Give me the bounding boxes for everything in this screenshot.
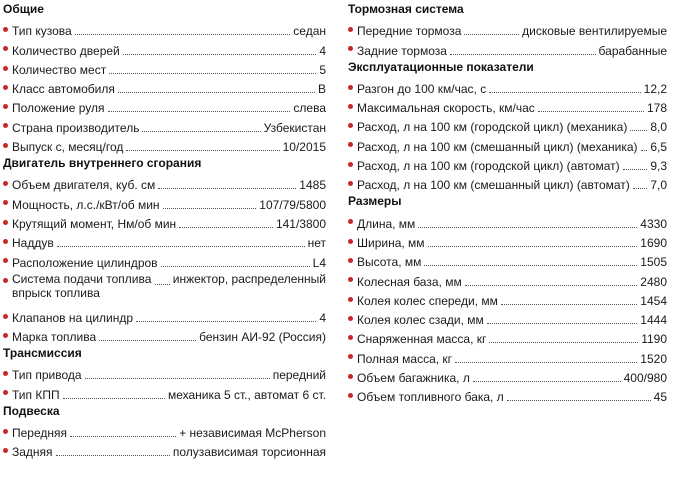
- spec-label: Ширина, мм: [357, 235, 425, 250]
- spec-row: [0, 96, 332, 115]
- spec-row: [345, 250, 673, 269]
- spec-label: Снаряженная масса, кг: [357, 332, 487, 347]
- spec-value: 178: [646, 101, 667, 116]
- spec-section: [345, 58, 673, 193]
- spec-label: Разгон до 100 км/час, с: [357, 81, 487, 96]
- spec-value: инжектор, распределенный: [172, 271, 326, 286]
- spec-value: 1485: [299, 178, 326, 193]
- left-column: [0, 0, 332, 459]
- spec-row: [345, 96, 673, 115]
- spec-section: [0, 154, 332, 344]
- dot-leader: [123, 53, 317, 55]
- dot-leader: [75, 33, 291, 35]
- spec-row: [345, 77, 673, 96]
- spec-label: Расход, л на 100 км (смешанный цикл) (механика): [357, 139, 638, 154]
- spec-section: [345, 192, 673, 404]
- spec-label: Колесная база, мм: [357, 274, 462, 289]
- spec-value: 10/2015: [282, 140, 326, 155]
- spec-row: [345, 19, 673, 38]
- spec-row: [0, 212, 332, 231]
- spec-label: Мощность, л.с./кВт/об мин: [12, 197, 160, 212]
- spec-label: Количество дверей: [12, 43, 120, 58]
- spec-value: 400/980: [623, 371, 667, 386]
- spec-value: слева: [293, 101, 326, 116]
- section-title: Трансмиссия: [3, 346, 82, 361]
- dot-leader: [489, 91, 640, 93]
- right-column: [345, 0, 673, 404]
- spec-label: Система подачи топлива впрыск топлива: [12, 271, 152, 300]
- spec-label: Передние тормоза: [357, 24, 462, 39]
- spec-label: Положение руля: [12, 101, 105, 116]
- section-title: Подвеска: [3, 403, 60, 418]
- spec-section: [0, 0, 332, 154]
- dot-leader: [538, 110, 644, 112]
- dot-leader: [487, 322, 638, 324]
- spec-value: + независимая McPherson: [179, 426, 326, 441]
- spec-label: Полная масса, кг: [357, 351, 453, 366]
- spec-value: 1505: [640, 255, 667, 270]
- spec-value: 6,5: [650, 139, 667, 154]
- spec-value: бензин АИ-92 (Россия): [199, 330, 326, 345]
- dot-leader: [142, 130, 260, 132]
- spec-value: 8,0: [650, 120, 667, 135]
- dot-leader: [155, 283, 170, 285]
- spec-row: [345, 327, 673, 346]
- spec-value: 1190: [641, 332, 667, 347]
- spec-row: [345, 38, 673, 57]
- spec-value: нет: [307, 236, 326, 251]
- spec-row: [0, 19, 332, 38]
- dot-leader: [99, 339, 196, 341]
- spec-row: [0, 77, 332, 96]
- spec-value: барабанные: [598, 43, 667, 58]
- dot-leader: [70, 435, 176, 437]
- spec-section: [0, 344, 332, 402]
- spec-label: Высота, мм: [357, 255, 422, 270]
- spec-row: [345, 289, 673, 308]
- dot-leader: [507, 399, 651, 401]
- dot-leader: [641, 149, 648, 151]
- dot-leader: [108, 110, 291, 112]
- spec-label: Расход, л на 100 км (смешанный цикл) (автомат): [357, 178, 630, 193]
- spec-label: Класс автомобиля: [12, 82, 115, 97]
- dot-leader: [450, 53, 596, 55]
- spec-value: 4: [319, 310, 326, 325]
- dot-leader: [179, 226, 273, 228]
- spec-row: [0, 173, 332, 192]
- section-title: Эксплуатационные показатели: [348, 59, 534, 74]
- spec-label: Колея колес сзади, мм: [357, 313, 484, 328]
- spec-label: Объем багажника, л: [357, 371, 470, 386]
- spec-label: Задняя: [12, 445, 53, 460]
- spec-value: 2480: [640, 274, 667, 289]
- spec-value: L4: [312, 255, 326, 270]
- spec-value: 12,2: [643, 81, 667, 96]
- spec-value: 4330: [640, 216, 667, 231]
- dot-leader: [136, 320, 316, 322]
- spec-row: [0, 231, 332, 250]
- spec-row: [345, 269, 673, 288]
- spec-label: Максимальная скорость, км/час: [357, 101, 535, 116]
- dot-leader: [158, 187, 296, 189]
- spec-row: [0, 58, 332, 77]
- spec-value: 1454: [640, 293, 667, 308]
- spec-row: [0, 38, 332, 57]
- dot-leader: [63, 397, 165, 399]
- spec-row: [0, 250, 332, 269]
- section-title: Двигатель внутреннего сгорания: [3, 156, 202, 171]
- dot-leader: [57, 245, 305, 247]
- spec-row: [0, 306, 332, 325]
- spec-row: [0, 382, 332, 401]
- spec-value: 7,0: [650, 178, 667, 193]
- spec-value: 9,3: [650, 159, 667, 174]
- spec-label: Задние тормоза: [357, 43, 447, 58]
- spec-value: передний: [272, 368, 326, 383]
- dot-leader: [163, 207, 257, 209]
- spec-label: Страна производитель: [12, 120, 140, 135]
- spec-label: Марка топлива: [12, 330, 97, 345]
- dot-leader: [489, 341, 638, 343]
- spec-label: Количество мест: [12, 62, 107, 77]
- spec-value: 1444: [640, 313, 667, 328]
- dot-leader: [126, 149, 279, 151]
- spec-value: 141/3800: [275, 216, 326, 231]
- spec-row: [345, 308, 673, 327]
- spec-row: [0, 135, 332, 154]
- spec-row: [345, 385, 673, 404]
- dot-leader: [473, 380, 621, 382]
- spec-label: Объем топливного бака, л: [357, 390, 504, 405]
- dot-leader: [630, 129, 647, 131]
- dot-leader: [56, 454, 170, 456]
- spec-row: [345, 154, 673, 173]
- spec-label: Расположение цилиндров: [12, 255, 158, 270]
- spec-label: Объем двигателя, куб. см: [12, 178, 156, 193]
- spec-value: 5: [319, 62, 326, 77]
- spec-value: дисковые вентилируемые: [522, 24, 667, 39]
- spec-value: 1690: [640, 235, 667, 250]
- spec-row: [0, 270, 332, 306]
- spec-value: 1520: [640, 351, 667, 366]
- section-title: Размеры: [348, 194, 402, 209]
- spec-label: Тип привода: [12, 368, 82, 383]
- spec-row: [345, 173, 673, 192]
- spec-row: [0, 421, 332, 440]
- spec-value: B: [317, 82, 326, 97]
- spec-row: [0, 325, 332, 344]
- spec-value: 45: [653, 390, 667, 405]
- spec-row: [0, 192, 332, 211]
- spec-row: [0, 115, 332, 134]
- dot-leader: [623, 168, 648, 170]
- spec-value: механика 5 ст., автомат 6 ст.: [167, 387, 326, 402]
- spec-label: Расход, л на 100 км (городской цикл) (автомат): [357, 159, 620, 174]
- spec-section: [0, 402, 332, 460]
- spec-row: [345, 366, 673, 385]
- dot-leader: [418, 226, 637, 228]
- spec-row: [345, 115, 673, 134]
- spec-row: [345, 211, 673, 230]
- spec-label: Клапанов на цилиндр: [12, 310, 134, 325]
- spec-row: [345, 231, 673, 250]
- spec-label: Выпуск с, месяц/год: [12, 140, 124, 155]
- spec-label: Длина, мм: [357, 216, 416, 231]
- spec-value: Узбекистан: [263, 120, 326, 135]
- spec-label: Наддув: [12, 236, 54, 251]
- spec-row: [345, 134, 673, 153]
- dot-leader: [118, 91, 315, 93]
- spec-label: Передняя: [12, 426, 68, 441]
- spec-label: Расход, л на 100 км (городской цикл) (механика): [357, 120, 628, 135]
- spec-value: 107/79/5800: [259, 197, 326, 212]
- spec-label: Крутящий момент, Нм/об мин: [12, 216, 177, 231]
- dot-leader: [161, 265, 310, 267]
- section-title: Тормозная система: [348, 2, 464, 16]
- dot-leader: [465, 284, 638, 286]
- spec-row: [345, 346, 673, 365]
- spec-value: 4: [319, 43, 326, 58]
- spec-section: [345, 0, 673, 58]
- spec-label: Тип КПП: [12, 387, 60, 402]
- dot-leader: [633, 187, 648, 189]
- dot-leader: [455, 361, 637, 363]
- spec-row: [0, 440, 332, 459]
- section-title: Общие: [3, 2, 44, 16]
- dot-leader: [428, 245, 638, 247]
- dot-leader: [501, 303, 637, 305]
- dot-leader: [464, 33, 519, 35]
- spec-label: Колея колес спереди, мм: [357, 293, 498, 308]
- dot-leader: [85, 377, 270, 379]
- dot-leader: [109, 72, 316, 74]
- spec-value: седан: [293, 24, 326, 39]
- spec-row: [0, 363, 332, 382]
- spec-label: Тип кузова: [12, 24, 72, 39]
- spec-value: полузависимая торсионная: [172, 445, 326, 460]
- dot-leader: [424, 264, 637, 266]
